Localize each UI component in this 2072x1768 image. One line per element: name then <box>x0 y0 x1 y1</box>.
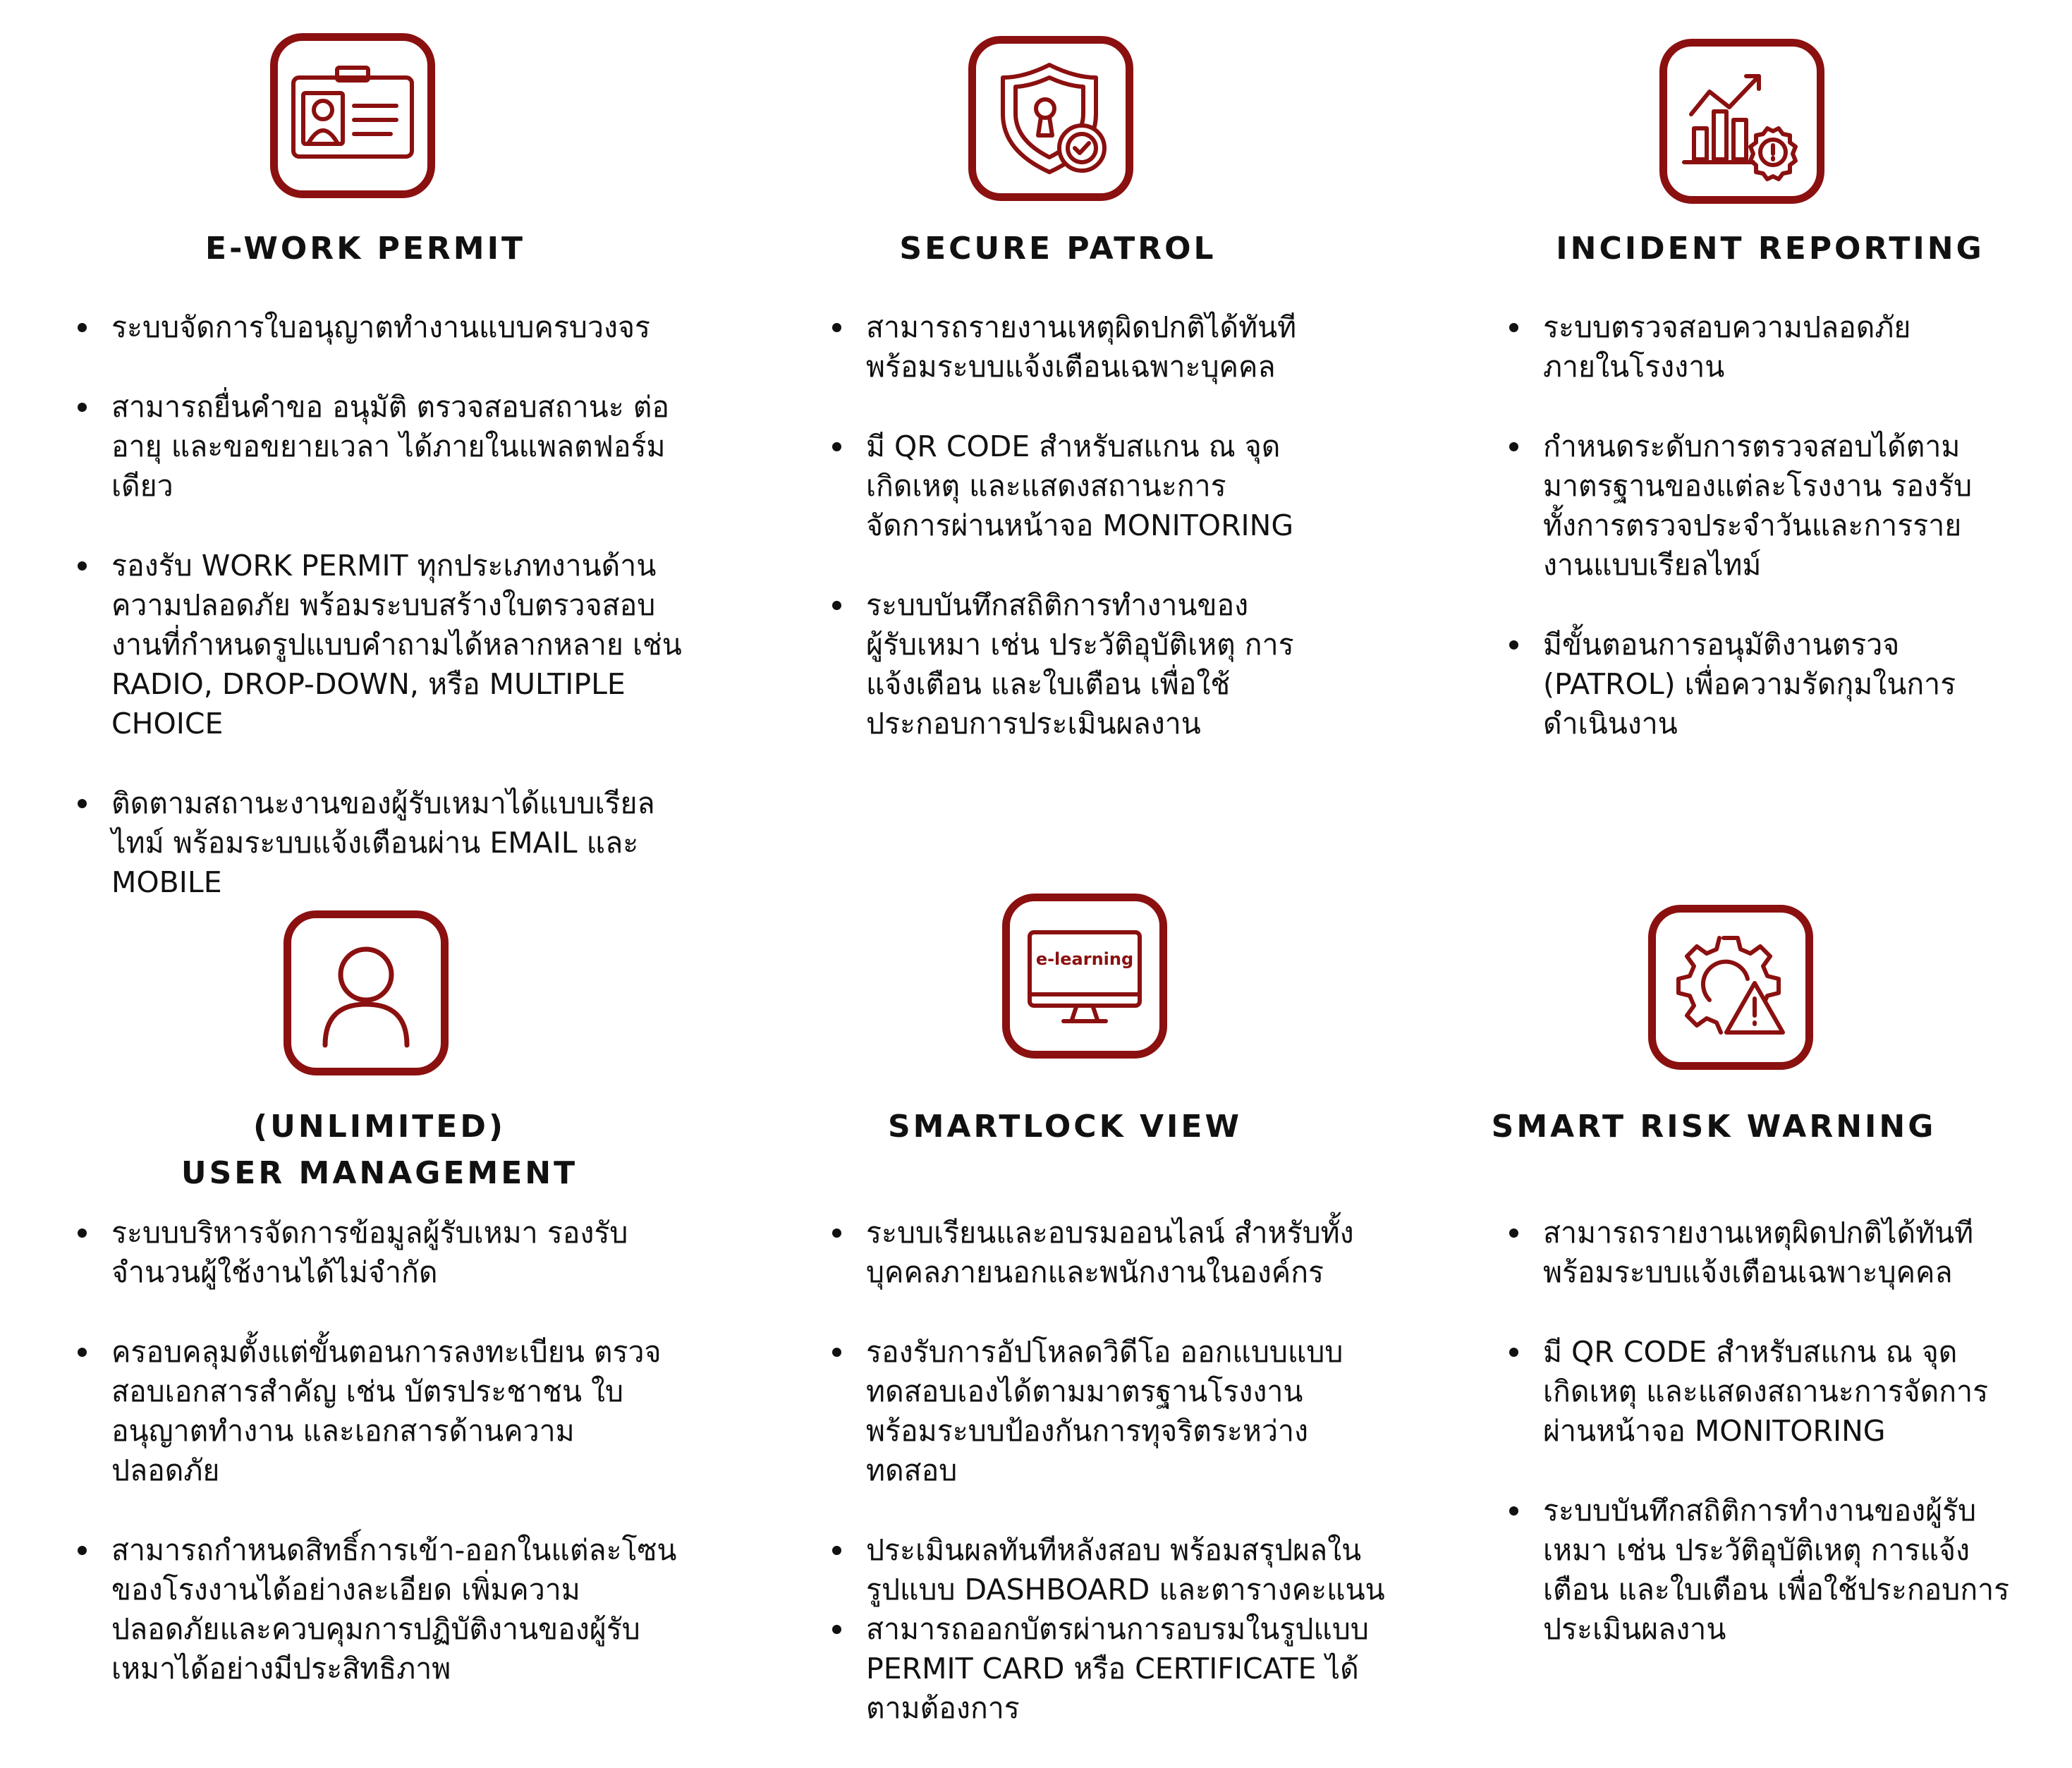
gear-warning-icon <box>1648 905 1813 1070</box>
list-item: กำหนดระดับการตรวจสอบได้ตาม มาตรฐานของแต่ละโรงงาน รองรับ ทั้งการตรวจประจำวันและการราย งานแบบเรียลไทม์ <box>1506 427 2056 585</box>
card-title-line: SECURE PATROL <box>899 231 1217 267</box>
card-title-line: (UNLIMITED) <box>253 1109 506 1145</box>
card-title-line: E-WORK PERMIT <box>205 231 525 267</box>
list-item: สามารถรายงานเหตุผิดปกติได้ทันที พร้อมระบบแจ้งเตือนเฉพาะบุคคล <box>1506 1213 2064 1292</box>
card-title-line: USER MANAGEMENT <box>181 1155 578 1191</box>
list-item: รองรับ WORK PERMIT ทุกประเภทงานด้าน ความปลอดภัย พร้อมระบบสร้างใบตรวจสอบ งานที่กำหนดรูปแบบคำถามได้หลากหลาย เช่น RADIO, DROP-DOWN, หรือ MULTIPLE CHOICE <box>75 546 752 743</box>
list-item: ระบบบันทึกสถิติการทำงานของผู้รับ เหมา เช่น ประวัติอุบัติเหตุ การแจ้ง เตือน และใบเตือน เพื่อใช้ประกอบการ ประเมินผลงาน <box>1506 1491 2064 1649</box>
list-item: สามารถยื่นคำขอ อนุมัติ ตรวจสอบสถานะ ต่อ อายุ และขอขยายเวลา ได้ภายในแพลตฟอร์ม เดียว <box>75 387 752 506</box>
feature-list <box>1506 307 2056 784</box>
list-item: ระบบจัดการใบอนุญาตทำงานแบบครบวงจร <box>75 307 752 347</box>
list-item: มี QR CODE สำหรับสแกน ณ จุด เกิดเหตุ และแสดงสถานะการจัดการ ผ่านหน้าจอ MONITORING <box>1506 1332 2064 1451</box>
feature-list <box>75 1213 752 1729</box>
list-item: รองรับการอัปโหลดวิดีโอ ออกแบบแบบ ทดสอบเองได้ตามมาตรฐานโรงงาน พร้อมระบบป้องกันการทุจริตระหว่าง ทดสอบ <box>829 1332 1422 1490</box>
list-item: ระบบตรวจสอบความปลอดภัย ภายในโรงงาน <box>1506 307 2056 386</box>
card-title <box>839 226 1276 272</box>
list-item: สามารถออกบัตรผ่านการอบรมในรูปแบบ PERMIT CARD หรือ CERTIFICATE ได้ ตามต้องการ <box>829 1609 1422 1728</box>
list-item: มี QR CODE สำหรับสแกน ณ จุด เกิดเหตุ และแสดงสถานะการ จัดการผ่านหน้าจอ MONITORING <box>829 427 1365 545</box>
list-item: ติดตามสถานะงานของผู้รับเหมาได้แบบเรียล ไทม์ พร้อมระบบแจ้งเตือนผ่าน EMAIL และ MOBILE <box>75 784 752 902</box>
list-item: สามารถกำหนดสิทธิ์การเข้า-ออกในแต่ละโซน ของโรงงานได้อย่างละเอียด เพิ่มความ ปลอดภัยและควบคุมการปฏิบัติงานของผู้รับ เหมาได้อย่างมีประสิทธิภาพ <box>75 1530 752 1688</box>
feature-list <box>829 307 1365 784</box>
chart-gear-alert-icon <box>1659 39 1824 204</box>
list-item: ครอบคลุมตั้งแต่ขั้นตอนการลงทะเบียน ตรวจ สอบเอกสารสำคัญ เช่น บัตรประชาชน ใบ อนุญาตทำงาน และเอกสารด้านความ ปลอดภัย <box>75 1332 752 1490</box>
card-title-line: SMARTLOCK VIEW <box>887 1109 1243 1145</box>
card-title <box>161 1104 598 1197</box>
list-item: ประเมินผลทันทีหลังสอบ พร้อมสรุปผลใน รูปแบบ DASHBOARD และตารางคะแนน <box>829 1530 1422 1609</box>
list-item: ระบบเรียนและอบรมออนไลน์ สำหรับทั้ง บุคคลภายนอกและพนักงานในองค์กร <box>829 1213 1422 1292</box>
list-item: ระบบบันทึกสถิติการทำงานของ ผู้รับเหมา เช่น ประวัติอุบัติเหตุ การ แจ้งเตือน และใบเตือน เพื่อใช้ ประกอบการประเมินผลงาน <box>829 585 1365 743</box>
feature-list <box>1506 1213 2064 1689</box>
list-item: ระบบบริหารจัดการข้อมูลผู้รับเหมา รองรับ จำนวนผู้ใช้งานได้ไม่จำกัด <box>75 1213 752 1292</box>
card-title <box>147 226 584 272</box>
card-title-line: INCIDENT REPORTING <box>1556 231 1985 267</box>
list-item: มีขั้นตอนการอนุมัติงานตรวจ (PATROL) เพื่อความรัดกุมในการ ดำเนินงาน <box>1506 625 2056 743</box>
shield-lock-check-icon <box>968 36 1133 201</box>
card-title <box>1488 1104 1939 1150</box>
card-title-line: SMART RISK WARNING <box>1491 1109 1937 1145</box>
user-icon <box>284 910 449 1075</box>
e-learning-monitor-icon <box>1002 894 1167 1059</box>
e-learning-label: e-learning <box>1035 949 1134 969</box>
feature-list <box>829 1213 1422 1768</box>
card-title <box>846 1104 1284 1150</box>
list-item: สามารถรายงานเหตุผิดปกติได้ทันที พร้อมระบบแจ้งเตือนเฉพาะบุคคล <box>829 307 1365 386</box>
card-title <box>1530 226 2010 272</box>
feature-list <box>75 307 752 942</box>
id-badge-icon <box>270 33 435 198</box>
